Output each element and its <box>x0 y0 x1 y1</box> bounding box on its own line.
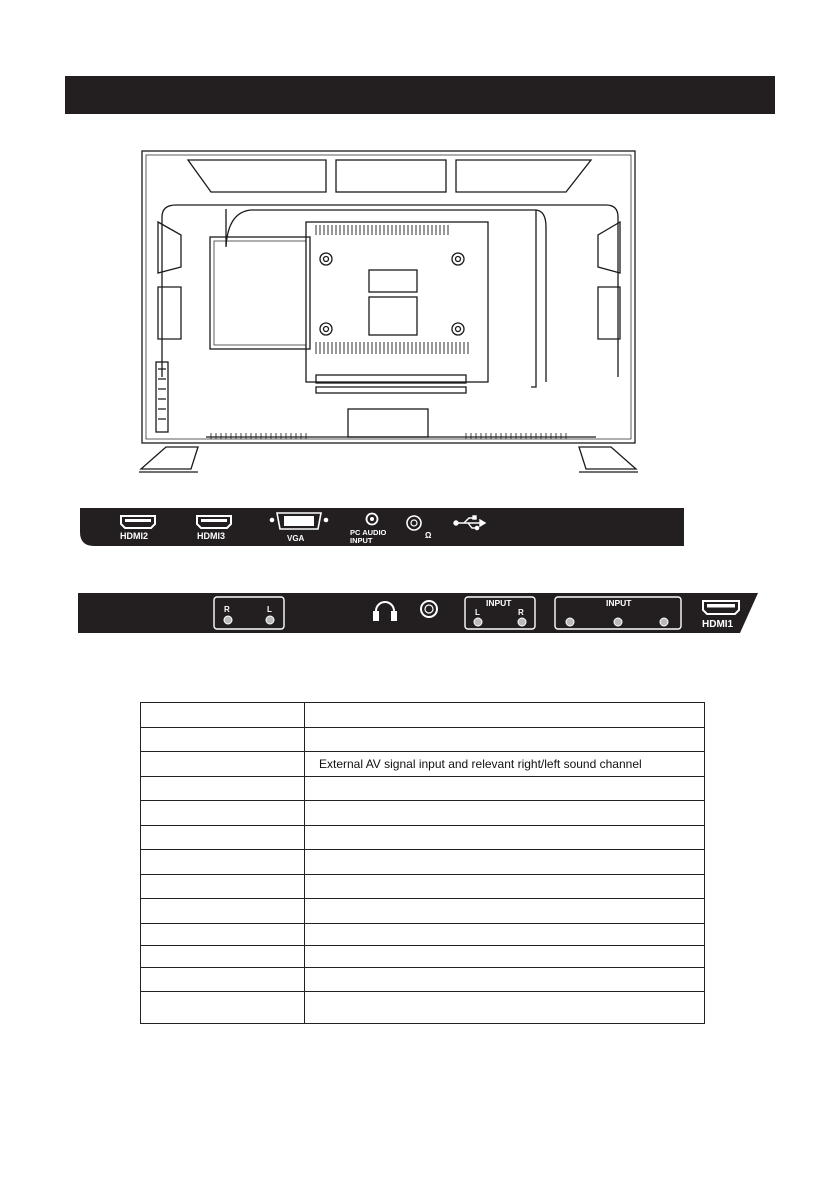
hdmi3-label: HDMI3 <box>197 531 226 541</box>
connector-desc-cell: External AV signal input and relevant right/left sound channel <box>305 752 705 777</box>
connector-name-cell <box>141 899 305 924</box>
table-row <box>141 967 705 992</box>
input-label: INPUT <box>350 536 373 545</box>
vga-label: VGA <box>287 534 305 543</box>
input-label-2: INPUT <box>606 598 632 608</box>
connector-name-cell <box>141 923 305 945</box>
connector-name-cell <box>141 945 305 967</box>
l-label: L <box>267 605 272 614</box>
connector-desc-cell <box>305 850 705 875</box>
connector-desc-cell <box>305 992 705 1024</box>
tv-rear-illustration <box>136 147 641 477</box>
r-label-2: R <box>518 608 524 617</box>
table-row <box>141 776 705 801</box>
connector-name-cell <box>141 967 305 992</box>
l-label-2: L <box>475 608 480 617</box>
table-row <box>141 923 705 945</box>
input-label-1: INPUT <box>486 598 512 608</box>
ohm-label: Ω <box>425 531 432 540</box>
connector-name-cell <box>141 752 305 777</box>
table-row <box>141 945 705 967</box>
pc-audio-label: PC AUDIO <box>350 528 387 537</box>
connector-desc-cell <box>305 967 705 992</box>
table-row <box>141 703 705 728</box>
connector-name-cell <box>141 825 305 850</box>
table-row <box>141 752 705 777</box>
connector-name-cell <box>141 703 305 728</box>
table-row <box>141 850 705 875</box>
connector-desc-cell <box>305 825 705 850</box>
connector-desc-cell <box>305 801 705 826</box>
connector-name-cell <box>141 850 305 875</box>
hdmi1-label: HDMI1 <box>702 619 734 630</box>
connector-desc-cell <box>305 899 705 924</box>
r-label: R <box>224 605 230 614</box>
table-row <box>141 801 705 826</box>
side-connector-panel <box>80 508 684 546</box>
table-row <box>141 992 705 1024</box>
section-title-bar <box>65 76 775 114</box>
rear-connector-panel <box>78 593 758 633</box>
connector-desc-cell <box>305 923 705 945</box>
connector-name-cell <box>141 874 305 899</box>
connector-name-cell <box>141 727 305 752</box>
connector-name-cell <box>141 776 305 801</box>
table-row <box>141 727 705 752</box>
hdmi2-label: HDMI2 <box>120 531 149 541</box>
connector-desc-cell <box>305 703 705 728</box>
connector-desc-cell <box>305 874 705 899</box>
connector-name-cell <box>141 801 305 826</box>
table-row <box>141 825 705 850</box>
connector-name-cell <box>141 992 305 1024</box>
table-row <box>141 899 705 924</box>
connector-desc-cell <box>305 945 705 967</box>
table-row <box>141 874 705 899</box>
connector-desc-cell <box>305 776 705 801</box>
connector-description-table <box>140 702 705 1024</box>
connector-desc-cell <box>305 727 705 752</box>
